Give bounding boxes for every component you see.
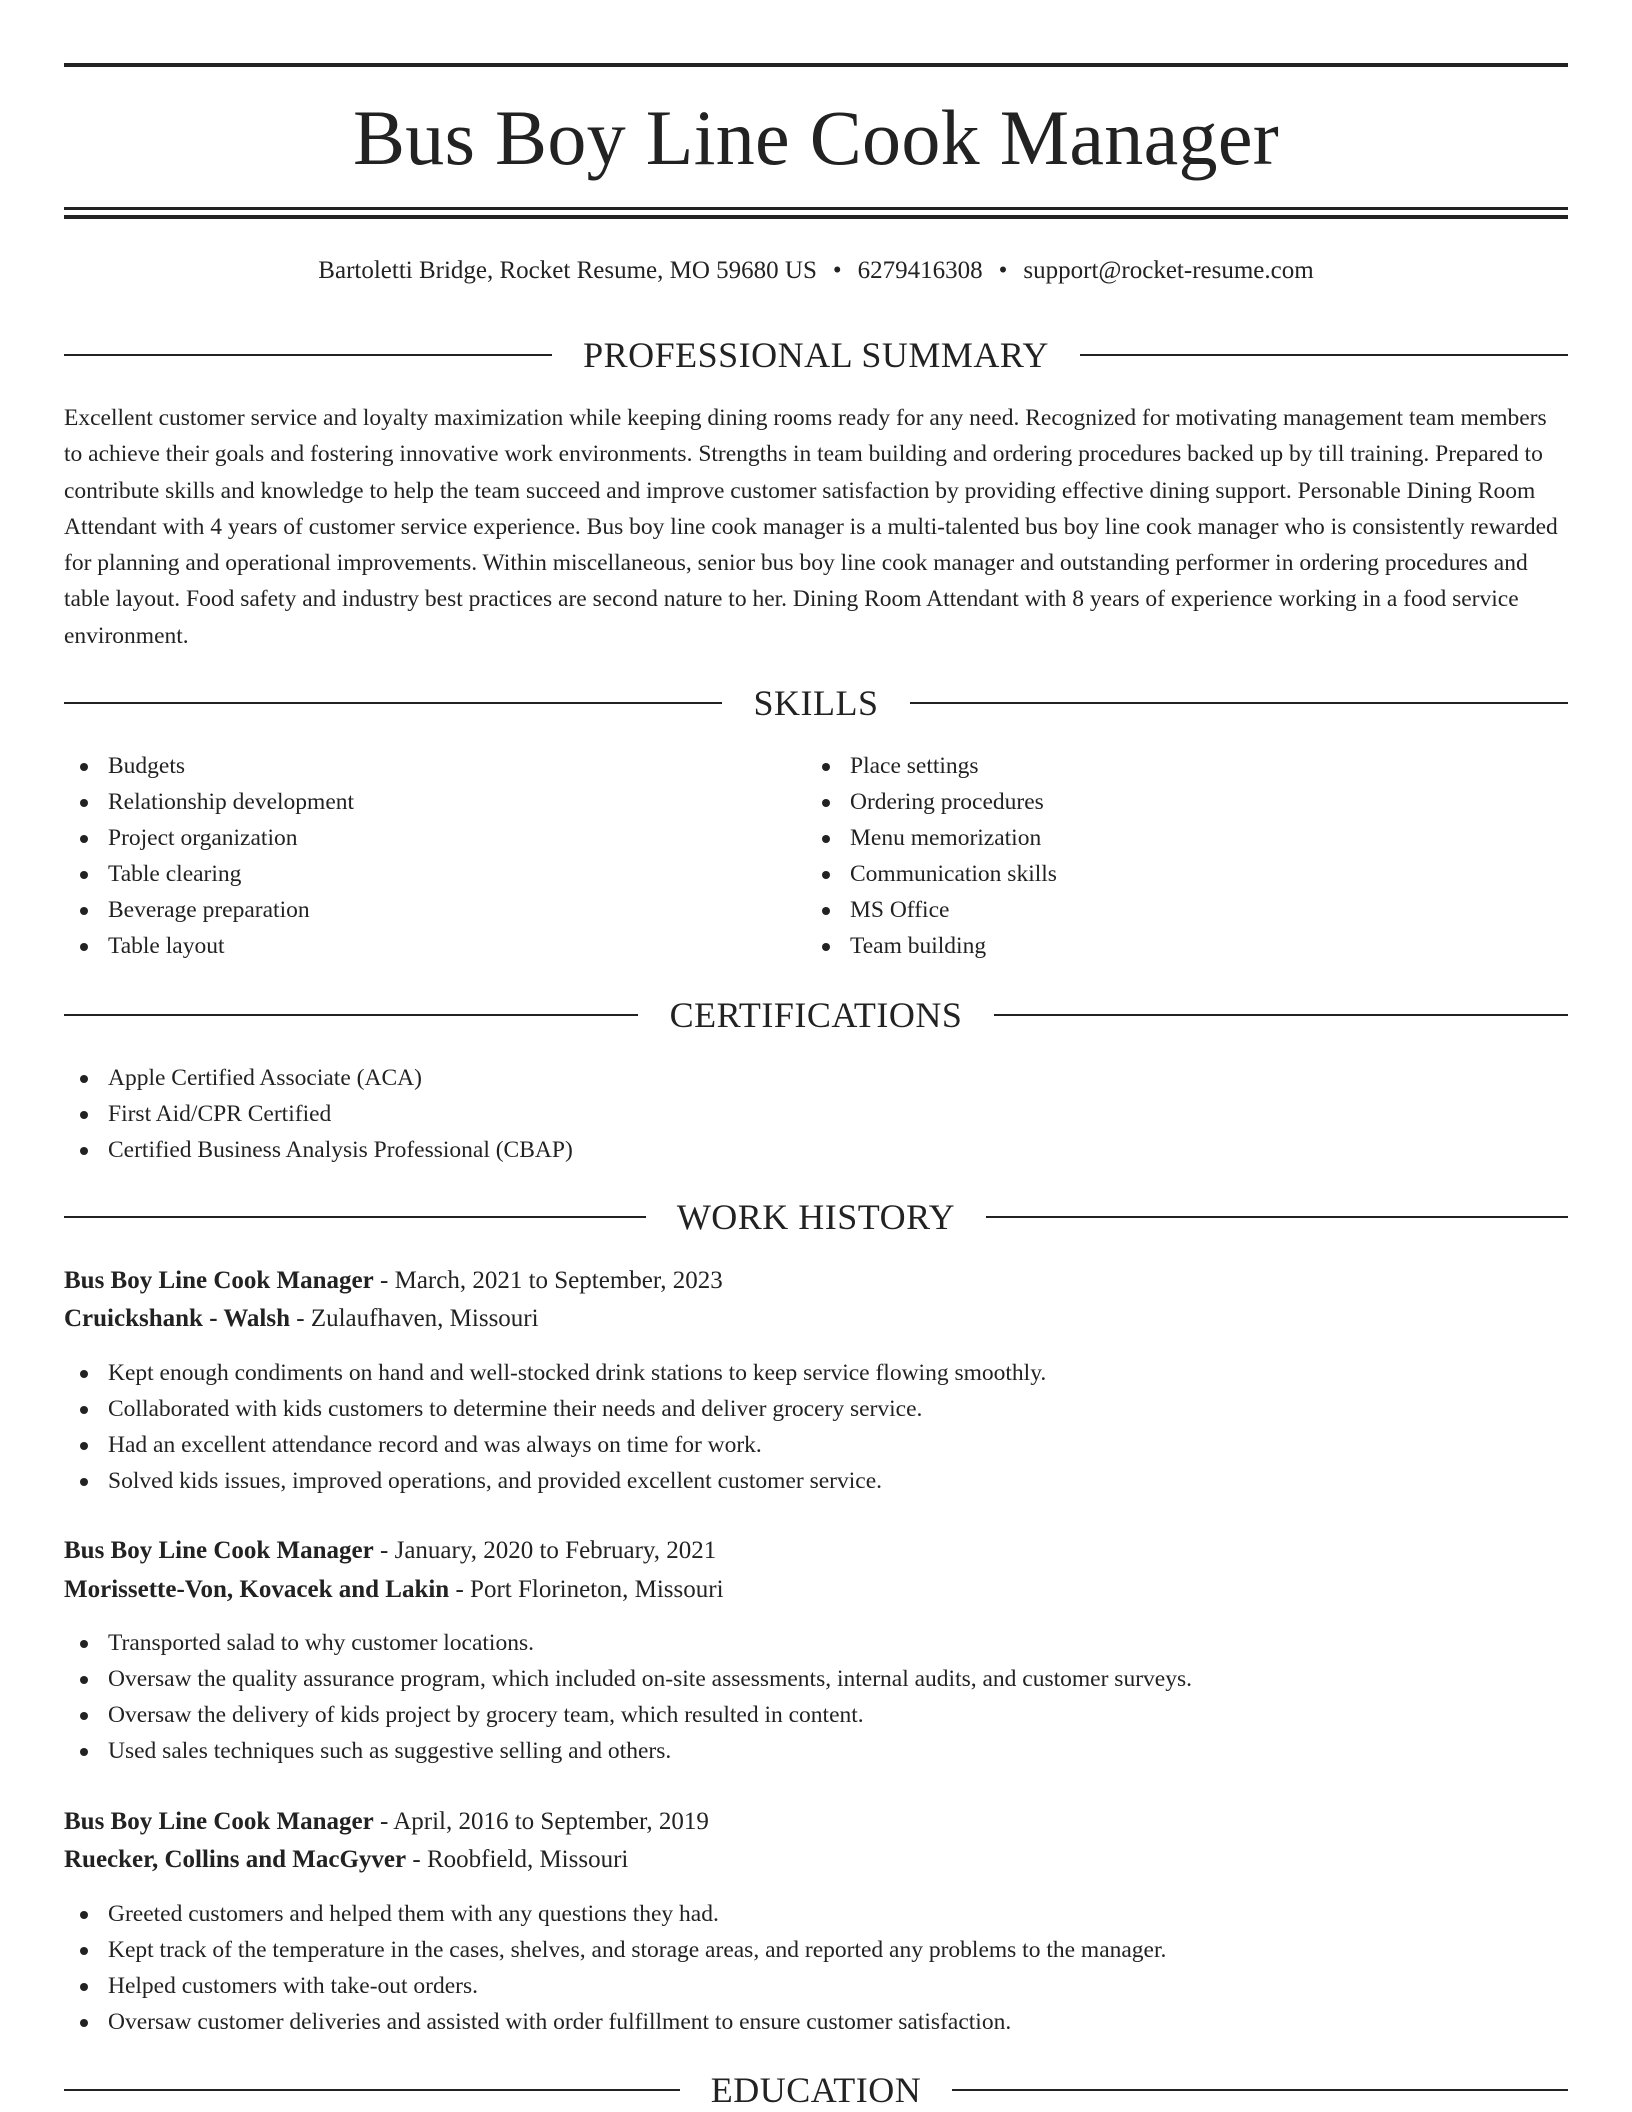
skill-item: Table clearing	[64, 856, 354, 892]
certification-item: Apple Certified Associate (ACA)	[64, 1060, 573, 1096]
skill-item: Project organization	[64, 820, 354, 856]
section-title-education: EDUCATION	[710, 2070, 922, 2110]
job-bullet: Kept enough condiments on hand and well-stocked drink stations to keep service flowing smoothly.	[64, 1355, 1046, 1391]
contact-separator: •	[998, 257, 1008, 284]
contact-separator: •	[832, 257, 842, 284]
skill-item: Budgets	[64, 748, 354, 784]
section-title-summary: PROFESSIONAL SUMMARY	[583, 335, 1049, 375]
job-bullet: Had an excellent attendance record and was always on time for work.	[64, 1427, 1046, 1463]
job-bullet: Used sales techniques such as suggestive selling and others.	[64, 1733, 1192, 1769]
skill-item: Communication skills	[806, 856, 1057, 892]
job-bullets	[64, 1625, 1192, 1769]
skill-item: Beverage preparation	[64, 892, 354, 928]
section-rule-right	[952, 2089, 1568, 2091]
skill-item: Team building	[806, 928, 1057, 964]
skill-item: MS Office	[806, 892, 1057, 928]
skill-item: Place settings	[806, 748, 1057, 784]
job-bullet: Helped customers with take-out orders.	[64, 1968, 1166, 2004]
skill-item: Relationship development	[64, 784, 354, 820]
header-bottom-rule-thick	[64, 215, 1568, 219]
section-title-skills: SKILLS	[753, 683, 879, 723]
certifications-list	[64, 1060, 573, 1168]
job-bullet: Solved kids issues, improved operations, and provided excellent customer service.	[64, 1463, 1046, 1499]
section-rule-right	[1080, 354, 1568, 356]
job-title-line	[64, 1533, 716, 1569]
skill-item: Table layout	[64, 928, 354, 964]
header-top-rule	[64, 63, 1568, 67]
contact-phone: 6279416308	[857, 257, 983, 284]
job-company: Cruickshank - Walsh	[64, 1305, 291, 1332]
contact-line	[64, 254, 1568, 288]
section-header-education	[64, 2068, 1568, 2112]
section-header-work-history	[64, 1195, 1568, 1239]
skill-item: Menu memorization	[806, 820, 1057, 856]
candidate-name: Bus Boy Line Cook Manager	[352, 94, 1280, 181]
job-company: Morissette-Von, Kovacek and Lakin	[64, 1576, 450, 1603]
job-company: Ruecker, Collins and MacGyver	[64, 1846, 407, 1873]
skill-item: Ordering procedures	[806, 784, 1057, 820]
section-header-certifications	[64, 993, 1568, 1037]
job-bullet: Transported salad to why customer locations.	[64, 1625, 1192, 1661]
section-rule-right	[986, 1216, 1568, 1218]
certification-item: First Aid/CPR Certified	[64, 1096, 573, 1132]
header-bottom-rule	[64, 207, 1568, 210]
job-location: - Zulaufhaven, Missouri	[290, 1305, 539, 1332]
job-bullet: Kept track of the temperature in the cases, shelves, and storage areas, and reported any problems to the manager.	[64, 1932, 1166, 1968]
job-company-line	[64, 1572, 724, 1608]
skills-list-left	[64, 748, 354, 964]
job-location: - Roobfield, Missouri	[406, 1846, 629, 1873]
job-title: Bus Boy Line Cook Manager	[64, 1267, 374, 1294]
job-company-line	[64, 1301, 539, 1337]
job-company-line	[64, 1842, 628, 1878]
section-title-certifications: CERTIFICATIONS	[669, 995, 963, 1035]
job-bullet: Collaborated with kids customers to determine their needs and deliver grocery service.	[64, 1391, 1046, 1427]
job-dates: - January, 2020 to February, 2021	[373, 1537, 717, 1564]
section-header-summary	[64, 333, 1568, 377]
job-title: Bus Boy Line Cook Manager	[64, 1808, 374, 1835]
job-bullet: Oversaw customer deliveries and assisted with order fulfillment to ensure customer satisfaction.	[64, 2004, 1166, 2040]
job-title: Bus Boy Line Cook Manager	[64, 1537, 374, 1564]
section-title-work-history: WORK HISTORY	[676, 1197, 956, 1237]
contact-address: Bartoletti Bridge, Rocket Resume, MO 59680 US	[318, 257, 817, 284]
job-bullet: Oversaw the delivery of kids project by grocery team, which resulted in content.	[64, 1697, 1192, 1733]
job-dates: - March, 2021 to September, 2023	[373, 1267, 723, 1294]
section-rule-right	[994, 1014, 1568, 1016]
section-header-skills	[64, 681, 1568, 725]
contact-email: support@rocket-resume.com	[1023, 257, 1314, 284]
job-bullet: Oversaw the quality assurance program, which included on-site assessments, internal audits, and customer surveys.	[64, 1661, 1192, 1697]
job-location: - Port Florineton, Missouri	[449, 1576, 724, 1603]
certification-item: Certified Business Analysis Professional (CBAP)	[64, 1132, 573, 1168]
job-title-line	[64, 1263, 723, 1299]
job-title-line	[64, 1804, 709, 1840]
job-bullet: Greeted customers and helped them with any questions they had.	[64, 1896, 1166, 1932]
job-bullets	[64, 1896, 1166, 2040]
summary-paragraph: Excellent customer service and loyalty maximization while keeping dining rooms ready for any need. Recognized for motivating management team members to achieve their goals and fostering innovative work environments. Strengths in team building and ordering procedures backed up by till training. Prepared to contribute skills and knowledge to help the team succeed and improve customer satisfaction by providing effective dining support. Personable Dining Room Attendant with 4 years of customer service experience. Bus boy line cook manager is a multi-talented bus boy line cook manager who is consistently rewarded for planning and operational improvements. Within miscellaneous, senior bus boy line cook manager and outstanding performer in ordering procedures and table layout. Food safety and industry best practices are second nature to her. Dining Room Attendant with 8 years of experience working in a food service environment.	[64, 405, 1558, 649]
job-dates: - April, 2016 to September, 2019	[373, 1808, 709, 1835]
section-rule-right	[910, 702, 1568, 704]
skills-list-right	[806, 748, 1057, 964]
job-bullets	[64, 1355, 1046, 1499]
